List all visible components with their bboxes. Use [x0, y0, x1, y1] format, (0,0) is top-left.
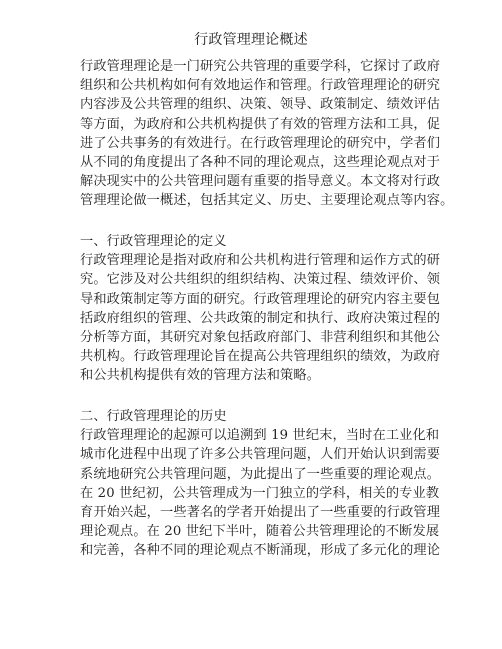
section-history	[80, 407, 440, 561]
text-line: 进了公共事务的有效进行。在行政管理理论的研究中，学者们	[80, 135, 441, 151]
text-line: 行政管理理论是一门研究公共管理的重要学科，它探讨了政府	[80, 59, 441, 74]
text-line: 解决现实中的公共管理问题有重要的指导意义。本文将对行政	[80, 174, 441, 190]
document-title: 行政管理理论概述	[194, 32, 308, 48]
text-line: 共机构。行政管理理论旨在提高公共管理组织的绩效，为政府	[80, 349, 441, 365]
section-heading: 二、行政管理理论的历史	[80, 409, 227, 424]
text-line: 和公共机构提供有效的管理方法和策略。	[80, 368, 321, 384]
text-line: 分析等方面，其研究对象包括政府部门、非营利组织和其他公	[80, 330, 441, 346]
text-line: 从不同的角度提出了各种不同的理论观点，这些理论观点对于	[80, 155, 441, 171]
text-line: 括政府组织的管理、公共政策的制定和执行、政府决策过程的	[80, 310, 441, 326]
text-line: 组织和公共机构如何有效地运作和管理。行政管理理论的研究	[80, 78, 441, 94]
text-line: 理论观点。在 20 世纪下半叶，随着公共管理理论的不断发展	[80, 524, 440, 540]
text-line: 城市化进程中出现了许多公共管理问题，人们开始认识到需要	[80, 447, 441, 463]
text-line: 导和政策制定等方面的研究。行政管理理论的研究内容主要包	[80, 291, 441, 307]
text-line: 系统地研究公共管理问题，为此提出了一些重要的理论观点。	[80, 466, 441, 482]
text-line: 内容涉及公共管理的组织、决策、领导、政策制定、绩效评估	[80, 97, 441, 113]
text-line: 和完善，各种不同的理论观点不断涌现，形成了多元化的理论	[80, 543, 441, 559]
text-line: 管理理论做一概述，包括其定义、历史、主要理论观点等内容。	[80, 193, 454, 209]
text-line: 在 20 世纪初，公共管理成为一门独立的学科，相关的专业教	[80, 485, 440, 501]
intro-paragraph	[80, 57, 454, 211]
text-line: 行政管理理论是指对政府和公共机构进行管理和运作方式的研	[80, 253, 441, 269]
text-line: 行政管理理论的起源可以追溯到 19 世纪末，当时在工业化和	[80, 428, 440, 444]
text-line: 究。它涉及对公共组织的组织结构、决策过程、绩效评价、领	[80, 272, 441, 288]
text-line: 育开始兴起，一些著名的学者开始提出了一些重要的行政管理	[80, 505, 441, 521]
section-definition	[80, 232, 440, 386]
section-heading: 一、行政管理理论的定义	[80, 234, 227, 249]
text-line: 等方面，为政府和公共机构提供了有效的管理方法和工具，促	[80, 116, 441, 132]
